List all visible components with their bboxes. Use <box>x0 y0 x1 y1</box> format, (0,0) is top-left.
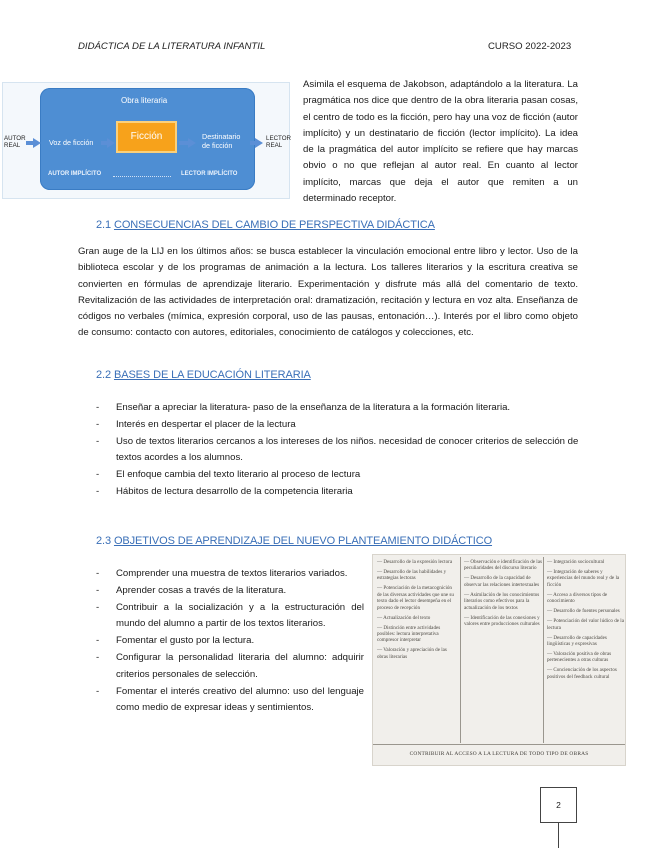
table-column: — Observación e identificación de las peculiaridades del discurso literario — Desarrollo de la capacidad de observar las relaciones intertextuales — Asimilación de los conocimientos literarios como efectivos para la actualización de los textos — Identificación de las conexiones y valores entre producciones culturales <box>464 559 542 628</box>
table-column: — Integración sociocultural — Integración de saberes y experiencias del mundo real y de la ficción — Acceso a diversos tipos de conocimiento — Desarrollo de fuentes personales — Potenciación del valor lúdico de la lectura — Desarrollo de capacidades lingüísticas y expresivas — Valoración positiva de obras pertenecientes a otras culturas — Concienciación de los aspectos positivos del feedback cultural <box>547 559 624 680</box>
section-2-2-list <box>78 400 588 501</box>
arrow-right-icon <box>255 138 263 148</box>
diagram-ficcion-box: Ficción <box>116 121 177 153</box>
page-number: 2 <box>540 787 577 823</box>
diagram-title: Obra literaria <box>121 96 168 105</box>
list-item: - Aprender cosas a través de la literatura. <box>96 584 287 596</box>
arrow-right-icon <box>107 138 115 148</box>
jakobson-diagram <box>0 80 293 201</box>
table-footer: CONTRIBUIR AL ACCESO A LA LECTURA DE TODO TIPO DE OBRAS <box>409 751 589 757</box>
list-item: - Hábitos de lectura desarrollo de la competencia literaria <box>96 485 353 497</box>
diagram-lector-implicito: LECTOR IMPLÍCITO <box>181 171 238 177</box>
diagram-autor-implicito: AUTOR IMPLÍCITO <box>48 171 102 177</box>
section-2-2-heading: 2.2 BASES DE LA EDUCACIÓN LITERARIA <box>96 369 311 381</box>
diagram-autor-real: AUTOR REAL <box>4 135 26 150</box>
page-number-line <box>558 823 559 848</box>
list-item: - Contribuir a la socialización y a la estructuración del mundo del alumno a partir de los textos literarios. <box>96 601 364 630</box>
intro-paragraph: Asimila el esquema de Jakobson, adaptándolo a la literatura. La pragmática nos dice que dentro de la obra literaria pasan cosas, el centro de todo es la ficción, pero hay una voz de ficción (autor implícito) y un destinatario de ficción (lector implícito). La idea de la pragmática del autor implícito se refiere que hay marcas obvio o no que reflejan al autor real. En cuanto al lector implícito, marcas que deja el autor que remiten a un determinado receptor. <box>303 79 578 205</box>
list-item: - Enseñar a apreciar la literatura- paso de la enseñanza de la literatura a la formación literaria. <box>96 402 511 413</box>
list-item: - Uso de textos literarios cercanos a los intereses de los niños. necesidad de conocer criterios de selección de textos acordes a los alumnos. <box>96 435 579 464</box>
diagram-voz-ficcion: Voz de ficción <box>49 138 94 147</box>
arrow-right-icon <box>188 138 196 148</box>
list-item: - Configurar la personalidad literaria del alumno: adquirir criterios personales de selección. <box>96 651 364 680</box>
section-2-1-paragraph: Gran auge de la LIJ en los últimos años: se busca establecer la vinculación emocional entre libro y lector. Uso de la biblioteca escolar y de los programas de animación a la lectura. Los talleres literarios y la escritura creativa se convierten en fórmulas de aprendizaje literario. Experimentación y disfrute más allá del comentario de texto. Revitalización de las actividades de interpretación oral: dramatización, recitación y lectura en voz alta. Enseñanza de códigos no verbales (mímica, expresión corporal, uso de las pausas, entonación…). Interés por el libro como objeto de consumo: contacto con autores, editoriales, conocimiento de catálogos y colecciones, etc. <box>78 246 578 339</box>
list-item: - Interés en despertar el placer de la lectura <box>96 418 296 430</box>
list-item: - El enfoque cambia del texto literario al proceso de lectura <box>96 469 361 481</box>
section-2-3-heading: 2.3 OBJETIVOS DE APRENDIZAJE DEL NUEVO PLANTEAMIENTO DIDÁCTICO <box>96 535 493 547</box>
section-2-3-list <box>78 566 364 717</box>
list-item: - Comprender una muestra de textos literarios variados. <box>96 568 348 579</box>
list-item: - Fomentar el interés creativo del alumno: uso del lenguaje como medio de expresar ideas y sentimientos. <box>96 685 364 714</box>
objectives-table-image <box>372 554 626 766</box>
diagram-destinatario: Destinatario de ficción <box>202 132 241 150</box>
header-course-year: CURSO 2022-2023 <box>488 41 572 52</box>
arrow-right-icon <box>33 138 41 148</box>
diagram-lector-real: LECTOR REAL <box>266 135 291 150</box>
header-course-title: DIDÁCTICA DE LA LITERATURA INFANTIL <box>78 41 266 52</box>
list-item: - Fomentar el gusto por la lectura. <box>96 635 255 647</box>
table-column: — Desarrollo de la expresión lectora — Desarrollo de las habilidades y estrategias lectoras — Potenciación de la metacognición de las diversas actividades que une su texto dado el lector desempeña en el proceso de recepción — Actualización del texto — Distinción entre actividades posibles: lectura interpretativa compresor interpretar — Valoración y apreciación de las obras literarias <box>377 559 454 660</box>
section-2-1-heading: 2.1 CONSECUENCIAS DEL CAMBIO DE PERSPECTIVA DIDÁCTICA <box>96 219 435 231</box>
